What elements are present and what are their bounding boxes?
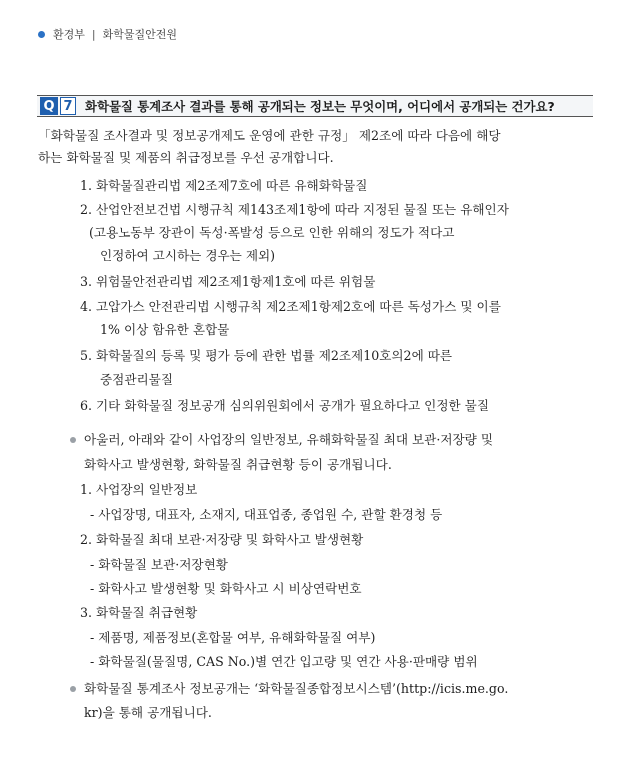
bullet-icon (70, 686, 76, 692)
list-item-5: 5. 화학물질의 등록 및 평가 등에 관한 법률 제2조제10호의2에 따른 (80, 348, 453, 363)
list-item-3: 3. 위험물안전관리법 제2조제1항제1호에 따른 위험물 (80, 274, 376, 289)
list-item-2: 2. 산업안전보건법 시행규칙 제143조제1항에 따라 지정된 물질 또는 유해인자 (80, 202, 509, 217)
header-agency: 화학물질안전원 (102, 28, 177, 41)
list-item-1: 1. 화학물질관리법 제2조제7호에 따른 유해화학물질 (80, 178, 368, 193)
list-item-4: 4. 고압가스 안전관리법 시행규칙 제2조제1항제2호에 따른 독성가스 및 이를 (80, 299, 501, 314)
intro-line-2: 하는 화학물질 및 제품의 취급정보를 우선 공개합니다. (38, 150, 334, 165)
question-label-badge: Q (40, 97, 58, 115)
bullet1-sub-3-a: - 제품명, 제품정보(혼합물 여부, 유해화학물질 여부) (90, 630, 376, 645)
bullet-icon (70, 437, 76, 443)
bullet2-line-1: 화학물질 통계조사 정보공개는 ‘화학물질종합정보시스템’(http://icis.me.go. (84, 681, 509, 696)
bullet1-sub-2-b: - 화학사고 발생현황 및 화학사고 시 비상연락번호 (90, 581, 362, 596)
bullet1-line-2: 화학사고 발생현황, 화학물질 취급현황 등이 공개됩니다. (84, 457, 392, 472)
bullet1-sub-2: 2. 화학물질 최대 보관·저장량 및 화학사고 발생현황 (80, 532, 364, 547)
page-header (38, 26, 177, 42)
header-ministry: 환경부 (53, 28, 85, 41)
intro-line-1: 「화학물질 조사결과 및 정보공개제도 운영에 관한 규정」 제2조에 따라 다음에 해당 (38, 128, 501, 143)
list-item-2-cont-1: (고용노동부 장관이 독성·폭발성 등으로 인한 위해의 정도가 적다고 (89, 225, 455, 240)
bullet2-line-2: kr)을 통해 공개됩니다. (84, 705, 212, 720)
bullet1-line-1: 아울러, 아래와 같이 사업장의 일반정보, 유해화학물질 최대 보관·저장량 및 (84, 432, 494, 447)
header-bullet-icon (38, 31, 45, 38)
list-item-4-cont: 1% 이상 함유한 혼합물 (100, 322, 230, 337)
bullet1-sub-3: 3. 화학물질 취급현황 (80, 605, 198, 620)
header-separator: | (91, 27, 96, 41)
question-bar (37, 95, 593, 117)
question-number-badge: 7 (60, 97, 76, 115)
bullet1-sub-1-a: - 사업장명, 대표자, 소재지, 대표업종, 종업원 수, 관할 환경청 등 (90, 507, 443, 522)
question-text: 화학물질 통계조사 결과를 통해 공개되는 정보는 무엇이며, 어디에서 공개되는 건가요? (85, 99, 555, 114)
list-item-2-cont-2: 인정하여 고시하는 경우는 제외) (100, 248, 276, 263)
list-item-5-cont: 중점관리물질 (100, 372, 173, 387)
bullet1-sub-2-a: - 화학물질 보관·저장현황 (90, 557, 228, 572)
list-item-6: 6. 기타 화학물질 정보공개 심의위원회에서 공개가 필요하다고 인정한 물질 (80, 398, 490, 413)
bullet1-sub-3-b: - 화학물질(물질명, CAS No.)별 연간 입고량 및 연간 사용·판매량 범위 (90, 654, 478, 669)
bullet1-sub-1: 1. 사업장의 일반정보 (80, 482, 198, 497)
